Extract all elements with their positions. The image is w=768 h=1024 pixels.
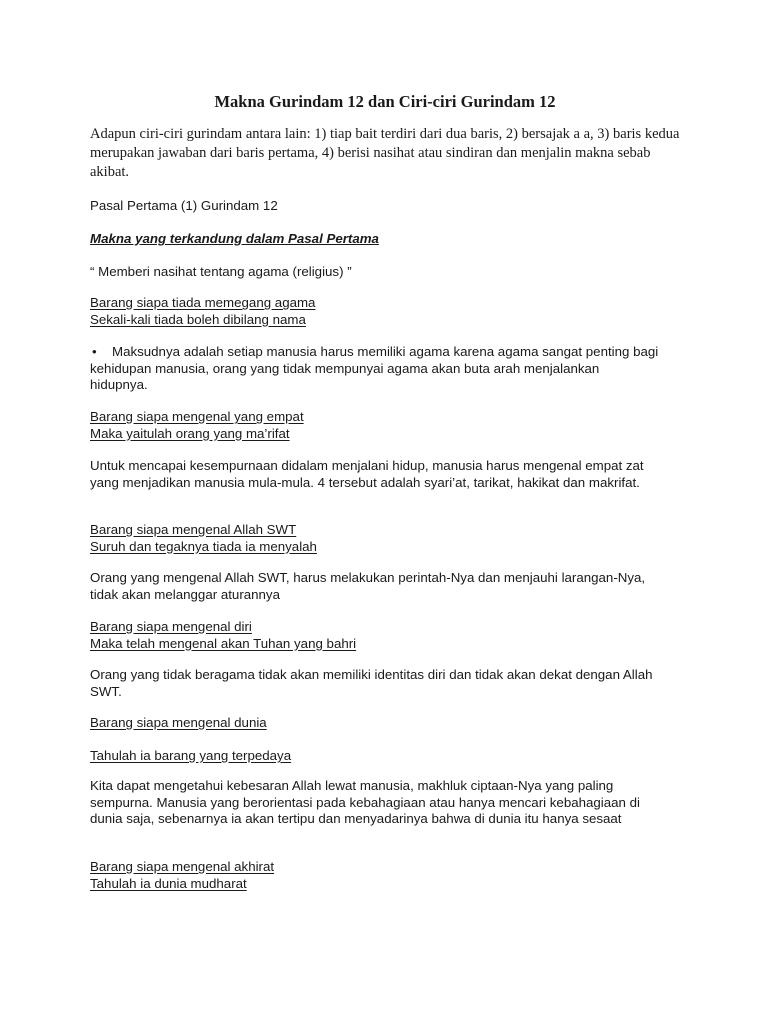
verse-line-1: Barang siapa mengenal yang empat [90,409,304,424]
verse-line-2: Maka yaitulah orang yang ma’rifat [90,425,290,441]
document-title: Makna Gurindam 12 dan Ciri-ciri Gurindam 12 [214,92,556,111]
explanation-text: Maksudnya adalah setiap manusia harus memiliki agama karena agama sangat penting bagi kehidupan manusia, orang yang tidak mempunyai agama akan buta arah menjalankan hidupnya. [90,344,659,392]
intro-paragraph: Adapun ciri-ciri gurindam antara lain: 1) tiap bait terdiri dari dua baris, 2) bersajak a a, 3) baris kedua merupakan jawaban dari baris pertama, 4) berisi nasihat atau sindiran dan menjalin makna sebab akibat. [90,126,680,180]
verse-6 [90,859,660,892]
verse-2 [90,409,660,442]
verse-line-2: Sekali-kali tiada boleh dibilang nama [90,311,306,327]
verse-5-line-1: Barang siapa mengenal dunia [90,715,267,730]
verse-line-2: Maka telah mengenal akan Tuhan yang bahri [90,635,357,651]
explanation-3: Orang yang mengenal Allah SWT, harus melakukan perintah-Nya dan menjauhi larangan-Nya, tidak akan melanggar aturannya [90,570,646,602]
verse-3 [90,522,660,555]
verse-line-1: Barang siapa tiada memegang agama [90,295,316,310]
explanation-2: Untuk mencapai kesempurnaan didalam menjalani hidup, manusia harus mengenal empat zat yang menjadikan manusia mula-mula. 4 tersebut adalah syari’at, tarikat, hakikat dan makrifat. [90,458,644,490]
explanation-1 [90,344,660,394]
verse-line-2: Suruh dan tegaknya tiada ia menyalah [90,538,317,554]
verse-line-1: Barang siapa mengenal Allah SWT [90,522,297,537]
section-heading: Makna yang terkandung dalam Pasal Pertama [90,231,379,246]
verse-line-1: Barang siapa mengenal diri [90,619,252,634]
verse-line-1: Barang siapa mengenal akhirat [90,859,275,874]
verse-4 [90,619,660,652]
verse-5-line-2: Tahulah ia barang yang terpedaya [90,748,292,763]
explanation-5: Kita dapat mengetahui kebesaran Allah lewat manusia, makhluk ciptaan-Nya yang paling sempurna. Manusia yang berorientasi pada kebahagiaan atau hanya mencari kebahagiaan di dunia saja, sebenarnya ia akan tertipu dan menyadarinya bahwa di dunia itu hanya sesaat [90,778,640,826]
explanation-4: Orang yang tidak beragama tidak akan memiliki identitas diri dan tidak akan dekat dengan Allah SWT. [90,667,653,699]
verse-line-2: Tahulah ia dunia mudharat [90,875,247,891]
bullet-icon: • [92,344,97,359]
verse-1 [90,295,660,328]
pasal-label: Pasal Pertama (1) Gurindam 12 [90,198,278,213]
theme-quote: “ Memberi nasihat tentang agama (religius) ” [90,264,352,279]
